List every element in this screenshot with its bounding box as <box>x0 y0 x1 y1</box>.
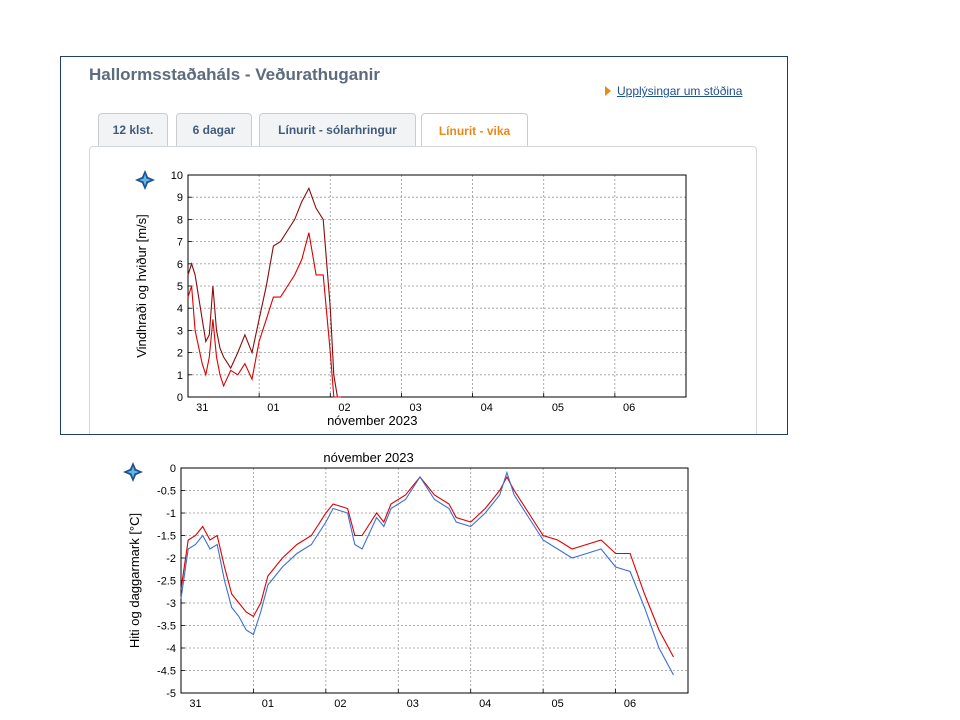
x-tick-label: 01 <box>267 402 280 414</box>
x-axis-label: nóvember 2023 <box>327 413 418 428</box>
x-tick-label: 31 <box>196 402 209 414</box>
x-tick-label: 03 <box>409 402 422 414</box>
tab-label: Línurit - sólarhringur <box>278 123 397 137</box>
tab-label: 12 klst. <box>112 123 154 137</box>
x-tick-label: 06 <box>622 402 636 414</box>
y-tick-label: 0 <box>169 463 176 475</box>
x-tick-label: 01 <box>261 698 275 710</box>
tab-label: 6 dagar <box>192 123 236 137</box>
x-tick-label: 31 <box>189 698 202 710</box>
y-axis-label: Hiti og daggarmark [°C] <box>127 512 142 649</box>
y-tick-label: 6 <box>176 258 183 271</box>
temperature-chart <box>0 440 760 720</box>
star-logo-inner <box>127 466 139 478</box>
x-tick-label: 03 <box>406 698 419 710</box>
y-tick-label: 3 <box>176 325 183 338</box>
y-tick-label: -1 <box>166 508 176 520</box>
y-axis-label: Vindhraði og hviður [m/s] <box>134 214 149 358</box>
y-tick-label: 2 <box>176 347 183 360</box>
x-tick-label: 02 <box>334 698 347 710</box>
station-window <box>60 56 788 435</box>
x-tick-label: 02 <box>338 402 351 414</box>
x-tick-label: 05 <box>551 402 565 414</box>
station-info-link-label: Upplýsingar um stöðina <box>617 84 743 98</box>
star-logo-icon <box>123 462 143 482</box>
y-tick-label: 9 <box>176 192 183 205</box>
y-tick-label: -4.5 <box>157 665 176 678</box>
x-tick-label: 06 <box>623 698 637 710</box>
x-tick-label: 04 <box>480 402 493 414</box>
chart-title: nóvember 2023 <box>323 450 414 465</box>
wind-chart <box>61 57 788 435</box>
y-tick-label: -4 <box>166 643 176 655</box>
y-tick-label: -1.5 <box>157 530 176 543</box>
y-tick-label: 10 <box>170 170 183 182</box>
y-tick-label: -2 <box>166 553 176 565</box>
y-tick-label: 8 <box>176 214 183 227</box>
y-tick-label: 0 <box>176 392 183 404</box>
y-tick-label: 4 <box>176 303 183 316</box>
star-logo-inner <box>139 174 151 186</box>
y-tick-label: 1 <box>176 369 183 382</box>
y-tick-label: -3.5 <box>157 620 176 633</box>
y-tick-label: -2.5 <box>157 575 176 588</box>
y-tick-label: 7 <box>176 236 183 249</box>
x-tick-label: 05 <box>551 698 564 710</box>
tab-label: Línurit - vika <box>438 123 511 138</box>
y-tick-label: -0.5 <box>157 485 176 498</box>
y-tick-label: 5 <box>176 281 183 293</box>
x-tick-label: 04 <box>479 698 492 710</box>
y-tick-label: -5 <box>166 688 176 700</box>
series-line-2 <box>181 473 674 676</box>
y-tick-label: -3 <box>166 598 176 610</box>
page-title: Hallormsstaðaháls - Veðurathuganir <box>89 65 380 84</box>
star-logo-icon <box>135 170 155 190</box>
